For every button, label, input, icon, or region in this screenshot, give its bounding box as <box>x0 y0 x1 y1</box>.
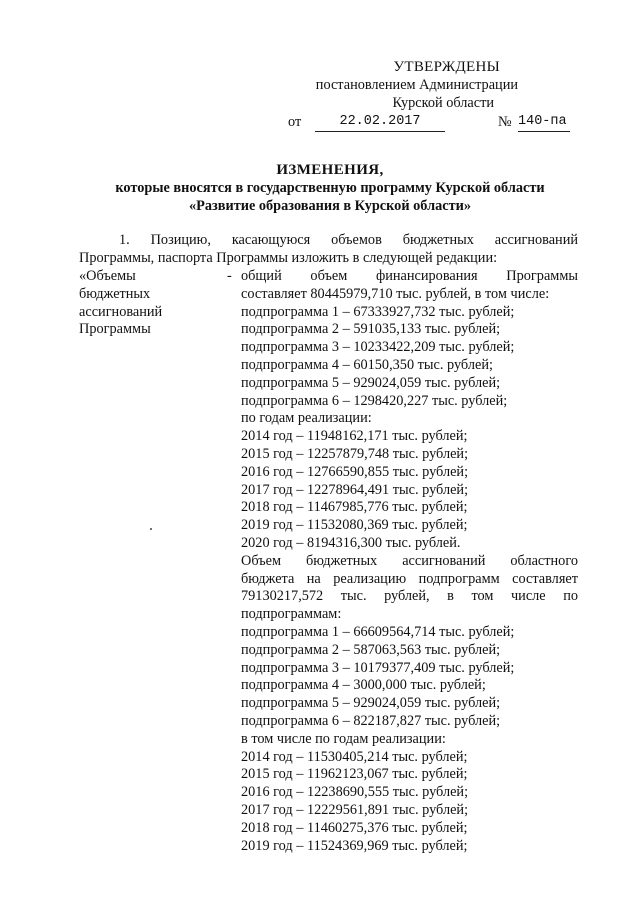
funding-line: 2015 год – 12257879,748 тыс. рублей; <box>241 445 469 462</box>
position-dash: - <box>227 268 232 284</box>
funding-line: Объем бюджетных ассигнований областного <box>241 552 578 569</box>
funding-line: бюджета на реализацию подпрограмм составляет <box>241 570 578 587</box>
position-label <box>79 268 227 339</box>
position-label-line: бюджетных <box>79 285 151 302</box>
approval-reference <box>270 113 590 135</box>
intro-line-2: Программы, паспорта Программы изложить в следующей редакции: <box>79 249 498 266</box>
funding-line: 2016 год – 12766590,855 тыс. рублей; <box>241 463 469 480</box>
funding-line: 2015 год – 11962123,067 тыс. рублей; <box>241 766 468 783</box>
funding-line: 2018 год – 11467985,776 тыс. рублей; <box>241 499 468 516</box>
funding-line: 2017 год – 12278964,491 тыс. рублей; <box>241 481 469 498</box>
approval-title: УТВЕРЖДЕНЫ <box>393 59 500 75</box>
funding-line: подпрограммам: <box>241 606 342 623</box>
scan-speck <box>150 528 152 530</box>
from-label: от <box>288 114 302 130</box>
funding-line: подпрограмма 5 – 929024,059 тыс. рублей; <box>241 374 501 391</box>
approval-block <box>270 58 590 135</box>
funding-line: подпрограмма 4 – 3000,000 тыс. рублей; <box>241 677 486 694</box>
funding-line: составляет 80445979,710 тыс. рублей, в том числе: <box>241 285 550 302</box>
funding-line: 79130217,572 тыс. рублей, в том числе по <box>241 588 578 605</box>
funding-line: 2014 год – 11530405,214 тыс. рублей; <box>241 748 468 765</box>
decree-date: 22.02.2017 <box>315 113 445 132</box>
funding-line: в том числе по годам реализации: <box>241 730 446 747</box>
position-label-line: «Объемы <box>79 268 136 284</box>
funding-line: подпрограмма 5 – 929024,059 тыс. рублей; <box>241 695 501 712</box>
funding-line: подпрограмма 6 – 822187,827 тыс. рублей; <box>241 712 501 729</box>
document-title: ИЗМЕНЕНИЯ, <box>276 162 384 178</box>
document-subtitle-1: которые вносятся в государственную программу Курской области <box>115 180 545 196</box>
funding-line: 2014 год – 11948162,171 тыс. рублей; <box>241 428 468 445</box>
approval-line-2: Курской области <box>392 95 494 111</box>
funding-line: подпрограмма 4 – 60150,350 тыс. рублей; <box>241 356 493 373</box>
funding-line: 2017 год – 12229561,891 тыс. рублей; <box>241 801 469 818</box>
funding-line: подпрограмма 6 – 1298420,227 тыс. рублей; <box>241 392 508 409</box>
position-label-line: ассигнований <box>79 303 163 320</box>
funding-text <box>241 268 578 855</box>
funding-line: общий объем финансирования Программы <box>241 268 578 284</box>
intro-line-1: 1. Позицию, касающуюся объемов бюджетных ассигнований <box>119 232 578 248</box>
funding-line: подпрограмма 2 – 591035,133 тыс. рублей; <box>241 321 501 338</box>
funding-line: 2016 год – 12238690,555 тыс. рублей; <box>241 784 469 801</box>
funding-line: по годам реализации: <box>241 410 372 427</box>
decree-number: 140-па <box>518 113 570 132</box>
document-subtitle-2: «Развитие образования в Курской области» <box>188 198 472 214</box>
funding-line: 2019 год – 11524369,969 тыс. рублей; <box>241 837 468 854</box>
number-label: № <box>498 114 512 130</box>
position-label-line: Программы <box>79 321 151 338</box>
funding-line: подпрограмма 2 – 587063,563 тыс. рублей; <box>241 641 501 658</box>
approval-line-1: постановлением Администрации <box>315 77 518 93</box>
funding-line: подпрограмма 3 – 10233422,209 тыс. рублей; <box>241 339 515 356</box>
funding-line: подпрограмма 1 – 67333927,732 тыс. рублей; <box>241 303 515 320</box>
funding-line: 2019 год – 11532080,369 тыс. рублей; <box>241 517 468 534</box>
funding-line: подпрограмма 1 – 66609564,714 тыс. рублей; <box>241 623 515 640</box>
intro-paragraph <box>79 232 578 267</box>
funding-line: 2018 год – 11460275,376 тыс. рублей; <box>241 819 468 836</box>
funding-line: 2020 год – 8194316,300 тыс. рублей. <box>241 534 461 551</box>
funding-line: подпрограмма 3 – 10179377,409 тыс. рублей; <box>241 659 515 676</box>
